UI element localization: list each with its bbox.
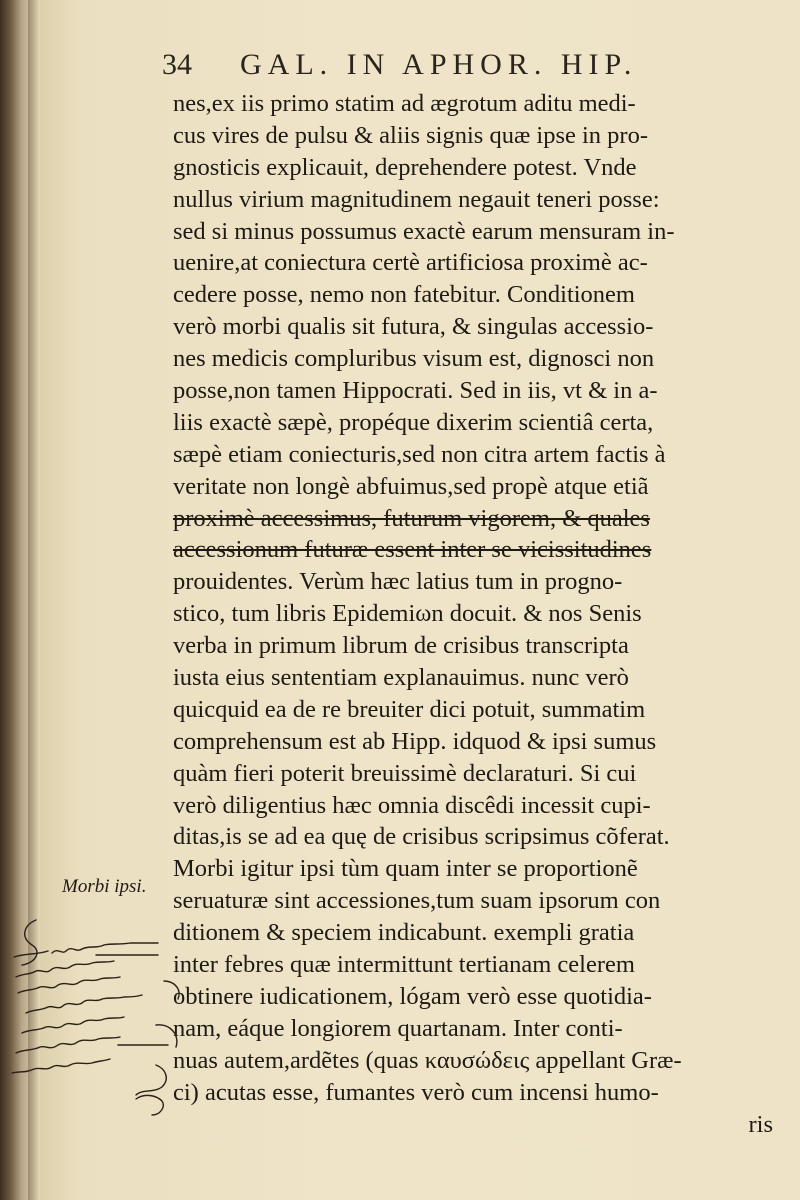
text-line: nullus virium magnitudinem negauit teneri posse: (173, 185, 660, 213)
handwritten-annotation (6, 915, 196, 1135)
text-line: quicquid ea de re breuiter dici potuit, summatim (173, 695, 646, 723)
text-line: obtinere iudicationem, lógam verò esse quotidia- (173, 982, 652, 1010)
text-line: ci) acutas esse, fumantes verò cum incensi humo- (173, 1078, 659, 1106)
text-line: ditas,is se ad ea quę de crisibus scripsimus cõferat. (173, 823, 670, 851)
text-line: ditionem & speciem indicabunt. exempli gratia (173, 919, 635, 947)
text-line: stico, tum libris Epidemiωn docuit. & nos Senis (173, 600, 642, 628)
text-line: posse,non tamen Hippocrati. Sed in iis, vt & in a- (173, 377, 658, 405)
text-line: nes,ex iis primo statim ad ægrotum aditu medi- (173, 90, 636, 117)
text-line: uenire,at coniectura certè artificiosa proximè ac- (173, 249, 648, 277)
text-line: nam, eáque longiorem quartanam. Inter conti- (173, 1014, 623, 1042)
handwritten-annotation-drawing (6, 915, 196, 1135)
body-text (173, 88, 773, 1140)
page-number: 34 (162, 48, 192, 81)
catchword: ris (748, 1110, 773, 1138)
text-line: quàm fieri poterit breuissimè declaraturi. Si cui (173, 759, 637, 787)
text-line: nes medicis compluribus visum est, dignosci non (173, 345, 655, 373)
text-line: seruaturæ sint accessiones,tum suam ipsorum con (173, 887, 661, 915)
text-line: verò diligentius hæc omnia discêdi incessit cupi- (173, 791, 651, 819)
text-line: verba in primum librum de crisibus transcripta (173, 632, 629, 660)
text-line: Morbi igitur ipsi tùm quam inter se proportionẽ (173, 855, 638, 883)
struck-text-line: accessionum futuræ essent inter se vicissitudines (173, 536, 652, 564)
struck-text-line: proximè accessimus, futurum vigorem, & quales (173, 504, 650, 532)
text-line: cus vires de pulsu & aliis signis quæ ipse in pro- (173, 121, 648, 149)
text-line: veritate non longè abfuimus,sed propè atque etiã (173, 472, 649, 500)
text-line: inter febres quæ intermittunt tertianam celerem (173, 951, 635, 979)
text-line: liis exactè sæpè, propéque dixerim scientiâ certa, (173, 408, 654, 436)
text-line: cedere posse, nemo non fatebitur. Conditionem (173, 281, 635, 309)
page-header (162, 42, 762, 92)
text-line: sed si minus possumus exactè earum mensuram in- (173, 217, 675, 245)
text-line: prouidentes. Verùm hæc latius tum in progno- (173, 568, 623, 596)
text-line: sæpè etiam coniecturis,sed non citra artem factis à (173, 440, 666, 468)
running-title: GAL. IN APHOR. HIP. (240, 48, 638, 81)
text-line: gnosticis explicauit, deprehendere potest. Vnde (173, 153, 637, 181)
margin-note: Morbi ipsi. (62, 876, 147, 897)
text-line: comprehensum est ab Hipp. idquod & ipsi sumus (173, 727, 657, 755)
text-line: nuas autem,ardẽtes (quas καυσώδεις appellant Græ- (173, 1046, 682, 1074)
text-line: verò morbi qualis sit futura, & singulas accessio- (173, 313, 654, 341)
text-line: iusta eius sententiam explanauimus. nunc verò (173, 664, 629, 692)
